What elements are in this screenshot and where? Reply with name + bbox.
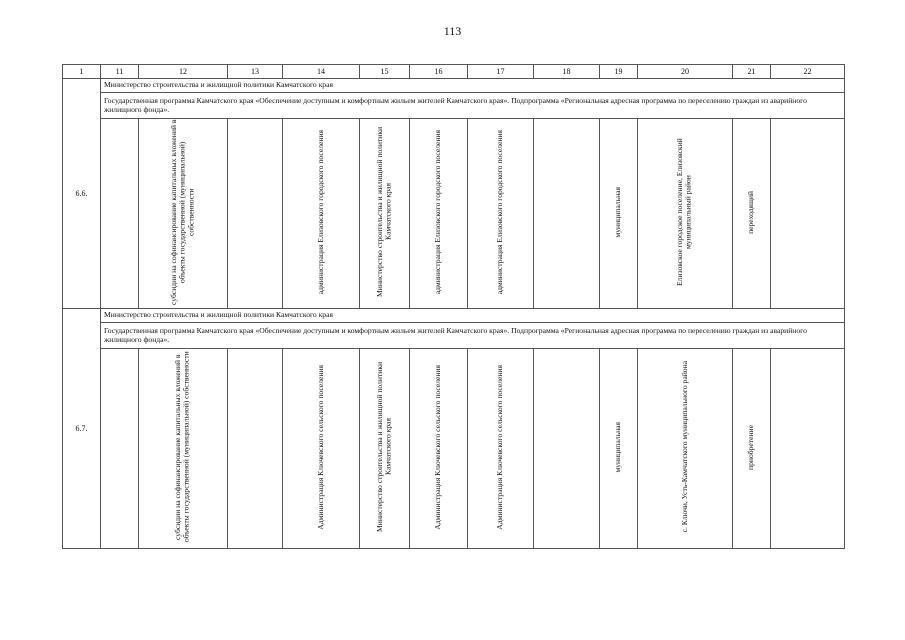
ministry-cell: Министерство строительства и жилищной политики Камчатского края [101, 309, 845, 323]
cell-col-12: субсидии на софинансирование капитальных вложений в объекты государственной (муниципальной) собственности [139, 119, 228, 309]
row-number: 6.7. [63, 309, 101, 549]
table-row [63, 349, 845, 549]
cell-col-22 [771, 119, 845, 309]
header-row [63, 65, 845, 79]
column-header: 18 [534, 65, 600, 79]
row-number: 6.6. [63, 79, 101, 309]
cell-col-19: муниципальная [600, 349, 638, 549]
program-cell: Государственная программа Камчатского края «Обеспечение доступным и комфортным жильем жителей Камчатского края». Подпрограмма «Региональная адресная программа по переселению граждан из аварийного жилищного фонда». [101, 323, 845, 349]
cell-col-11 [101, 349, 139, 549]
cell-col-19: муниципальная [600, 119, 638, 309]
column-header: 20 [638, 65, 733, 79]
table-row [63, 93, 845, 119]
column-header: 1 [63, 65, 101, 79]
cell-col-20: Елизовское городское поселение, Елизовский муниципальный район [638, 119, 733, 309]
column-header: 12 [139, 65, 228, 79]
cell-col-16: Администрация Ключевского сельского поселения [410, 349, 468, 549]
table-row [63, 323, 845, 349]
document-table [62, 64, 845, 549]
cell-col-17: администрация Елизовского городского поселения [468, 119, 534, 309]
table-row [63, 79, 845, 93]
column-header: 14 [283, 65, 360, 79]
cell-col-18 [534, 119, 600, 309]
cell-col-21: переходящий [733, 119, 771, 309]
cell-col-16: администрация Елизовского городского поселения [410, 119, 468, 309]
cell-col-22 [771, 349, 845, 549]
table-row [63, 309, 845, 323]
column-header: 13 [228, 65, 283, 79]
cell-col-15: Министерство строительства и жилищной политики Камчатского края [360, 349, 410, 549]
table-row [63, 119, 845, 309]
column-header: 22 [771, 65, 845, 79]
cell-col-15: Министерство строительства и жилищной политики Камчатского края [360, 119, 410, 309]
page-number: 113 [443, 24, 462, 38]
cell-col-14: Администрация Ключевского сельского поселения [283, 349, 360, 549]
column-header: 11 [101, 65, 139, 79]
cell-col-17: Администрация Ключевского сельского поселения [468, 349, 534, 549]
cell-col-21: приобретение [733, 349, 771, 549]
cell-col-18 [534, 349, 600, 549]
column-header: 15 [360, 65, 410, 79]
column-header: 17 [468, 65, 534, 79]
cell-col-12: субсидии на софинансирование капитальных вложений в объекты государственной (муниципальной) собственности [139, 349, 228, 549]
cell-col-13 [228, 119, 283, 309]
cell-col-13 [228, 349, 283, 549]
column-header: 16 [410, 65, 468, 79]
ministry-cell: Министерство строительства и жилищной политики Камчатского края [101, 79, 845, 93]
cell-col-14: администрация Елизовского городского поселения [283, 119, 360, 309]
cell-col-20: с. Ключи, Усть-Камчатского муниципального района [638, 349, 733, 549]
column-header: 19 [600, 65, 638, 79]
column-header: 21 [733, 65, 771, 79]
cell-col-11 [101, 119, 139, 309]
program-cell: Государственная программа Камчатского края «Обеспечение доступным и комфортным жильем жителей Камчатского края». Подпрограмма «Региональная адресная программа по переселению граждан из аварийного жилищного фонда». [101, 93, 845, 119]
